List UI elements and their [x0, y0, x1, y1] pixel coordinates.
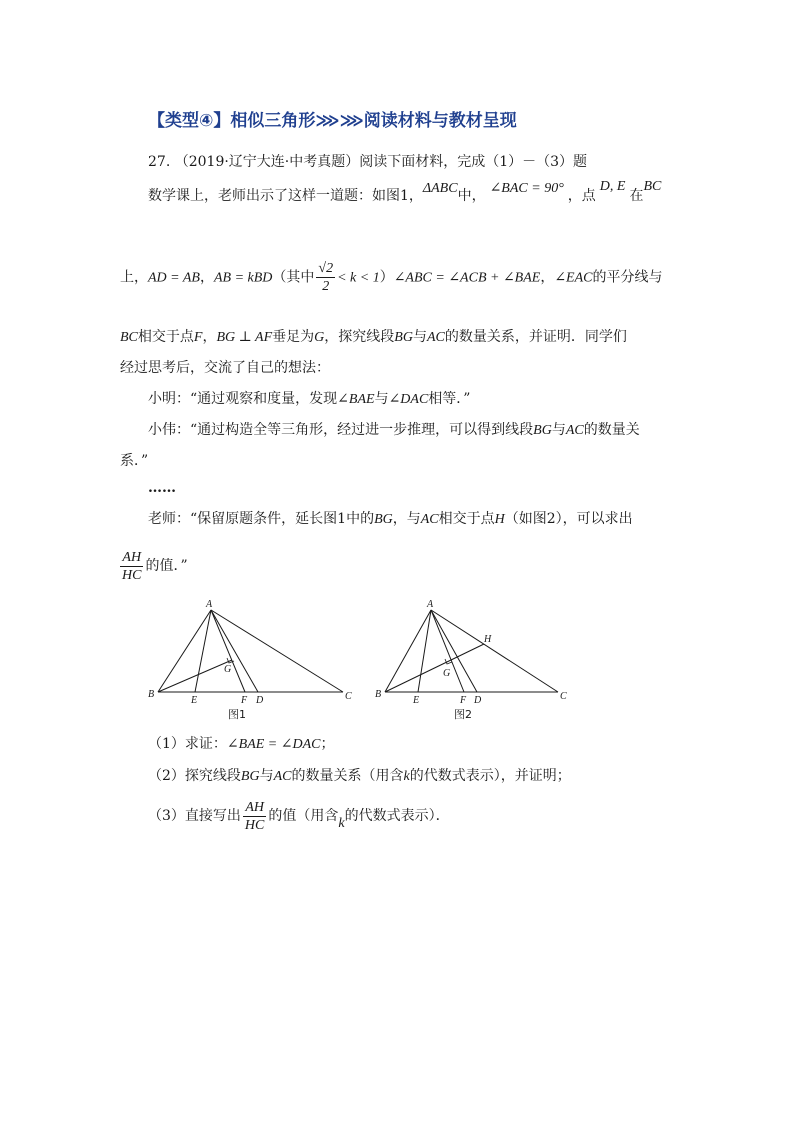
text: ，: [540, 269, 555, 286]
text: 与: [412, 329, 427, 345]
text: 的数量关: [583, 422, 640, 438]
text: ，: [202, 329, 217, 345]
label-f: F: [460, 695, 467, 706]
text: 的值．”: [145, 558, 188, 574]
text: 的代数式表示），并证明；: [409, 768, 571, 784]
teacher-line-2: [120, 548, 188, 584]
ellipsis: ……: [148, 480, 176, 496]
teacher-line: [148, 509, 633, 530]
text: ；: [320, 736, 335, 752]
segment-bh: [385, 644, 484, 692]
denominator: 2: [322, 279, 330, 294]
label-c: C: [560, 691, 567, 702]
label-d: D: [256, 695, 264, 706]
fraction-sqrt2-over-2: [316, 260, 335, 295]
text: 与: [259, 768, 274, 784]
question-2: [148, 766, 571, 787]
math-k: k: [338, 816, 345, 831]
text: 小明：“通过观察和度量，发现: [148, 391, 338, 407]
math-k: k: [403, 769, 410, 784]
fraction-ah-hc: [120, 549, 143, 584]
problem-source-line: [148, 152, 587, 172]
denominator: HC: [244, 817, 265, 833]
problem-source: （2019·辽宁大连·中考真题）阅读下面材料，完成（1）－（3）题: [174, 154, 588, 170]
math-ab-kbd: AB = kBD: [213, 270, 273, 286]
text: ，探究线段: [324, 329, 395, 345]
problem-line-3: [120, 327, 627, 348]
fraction-ah-hc: [243, 799, 266, 834]
math-h: H: [494, 512, 505, 527]
text: 的代数式表示）．: [344, 808, 450, 824]
denominator: HC: [122, 567, 142, 583]
math-bg: BG: [240, 769, 260, 784]
text: 在: [629, 188, 644, 204]
problem-number: 27.: [148, 154, 171, 170]
text: ）: [379, 269, 394, 286]
xiaoming-line: [148, 389, 470, 410]
numerator: √2: [318, 261, 334, 276]
math-ac: AC: [426, 330, 445, 345]
figure-2-diagram: [368, 596, 588, 708]
label-e: E: [413, 695, 420, 706]
text: 中，: [457, 188, 486, 204]
text: （3）直接写出: [148, 808, 241, 824]
text: ，: [199, 269, 214, 286]
label-f: F: [241, 695, 248, 706]
math-tri-abc: ΔABC: [422, 181, 458, 196]
math-bc: BC: [120, 330, 138, 345]
segment-bg: [158, 660, 232, 692]
math-de: D, E: [599, 179, 626, 194]
math-g: G: [314, 330, 325, 345]
label-c: C: [345, 691, 352, 702]
text: ，与: [392, 511, 421, 527]
segment-ac: [211, 610, 343, 692]
segment-af: [211, 610, 245, 692]
text: 上，: [120, 269, 148, 286]
math-k-range: < k < 1: [337, 270, 380, 286]
label-a: A: [427, 599, 434, 610]
question-3: [148, 798, 450, 835]
section-heading: 【类型④】相似三角形⋙⋙阅读材料与教材呈现: [148, 111, 517, 131]
xiaowei-line: [148, 420, 640, 441]
math-f: F: [193, 330, 203, 345]
problem-line-4: 经过思考后，交流了自己的想法：: [120, 360, 330, 376]
xiaowei-line-2: 系．”: [120, 453, 149, 469]
label-b: B: [375, 689, 382, 700]
math-ac: AC: [273, 769, 292, 784]
segment-ac: [431, 610, 558, 692]
figure-1-diagram: [140, 596, 360, 708]
text: 的平分线与: [592, 269, 663, 286]
text: 相交于点: [137, 329, 194, 345]
figure-2-caption: 图2: [454, 708, 472, 721]
math-angle-eac: ∠EAC: [554, 270, 593, 286]
segment-ad: [211, 610, 258, 692]
label-g: G: [443, 668, 451, 679]
text: 与: [374, 391, 389, 407]
text: 垂足为: [272, 329, 315, 345]
label-b: B: [148, 689, 155, 700]
text: 与: [551, 422, 566, 438]
text: （2）探究线段: [148, 768, 241, 784]
text: （如图2），可以求出: [504, 511, 633, 527]
text: 相等．”: [428, 391, 471, 407]
text: （其中: [272, 269, 315, 286]
numerator: AH: [120, 549, 143, 567]
text: 小伟：“通过构造全等三角形，经过进一步推理，可以得到线段: [148, 422, 534, 438]
text: 数学课上，老师出示了这样一道题：如图1，: [148, 188, 423, 204]
label-d: D: [474, 695, 482, 706]
label-g: G: [224, 664, 232, 675]
math-ac: AC: [420, 512, 439, 527]
segment-af: [431, 610, 464, 692]
text: 的数量关系，并证明．同学们: [444, 329, 627, 345]
math-angle-abc: ∠ABC = ∠ACB + ∠BAE: [393, 270, 541, 286]
figure-1: [140, 596, 360, 721]
text: （1）求证：: [148, 736, 227, 752]
figure-1-caption: 图1: [228, 708, 246, 721]
math-angle-dac: ∠DAC: [388, 392, 429, 407]
math-angle-equality: ∠BAE = ∠DAC: [226, 737, 321, 752]
math-bg: BG: [374, 512, 393, 527]
math-bc: BC: [643, 179, 662, 194]
problem-line-1: [148, 179, 662, 207]
math-bg: BG: [394, 330, 413, 345]
label-a: A: [206, 599, 213, 610]
text: 相交于点: [438, 511, 495, 527]
math-angle-bac: ∠BAC = 90°: [489, 181, 564, 196]
label-h: H: [484, 634, 492, 645]
text: 老师：“保留原题条件，延长图1中的: [148, 511, 375, 527]
text: 的值（用含: [268, 808, 339, 824]
label-e: E: [191, 695, 198, 706]
figure-2: [368, 596, 588, 721]
math-ac: AC: [565, 423, 584, 438]
text: ，点: [567, 188, 596, 204]
numerator: AH: [243, 799, 266, 817]
text: 的数量关系（用含: [291, 768, 404, 784]
math-ad-ab: AD = AB: [148, 270, 200, 286]
math-bg-perp-af: BG ⊥ AF: [216, 330, 273, 345]
math-bg: BG: [533, 423, 552, 438]
problem-line-2: [120, 260, 663, 296]
math-angle-bae: ∠BAE: [337, 392, 375, 407]
question-1: [148, 734, 335, 755]
